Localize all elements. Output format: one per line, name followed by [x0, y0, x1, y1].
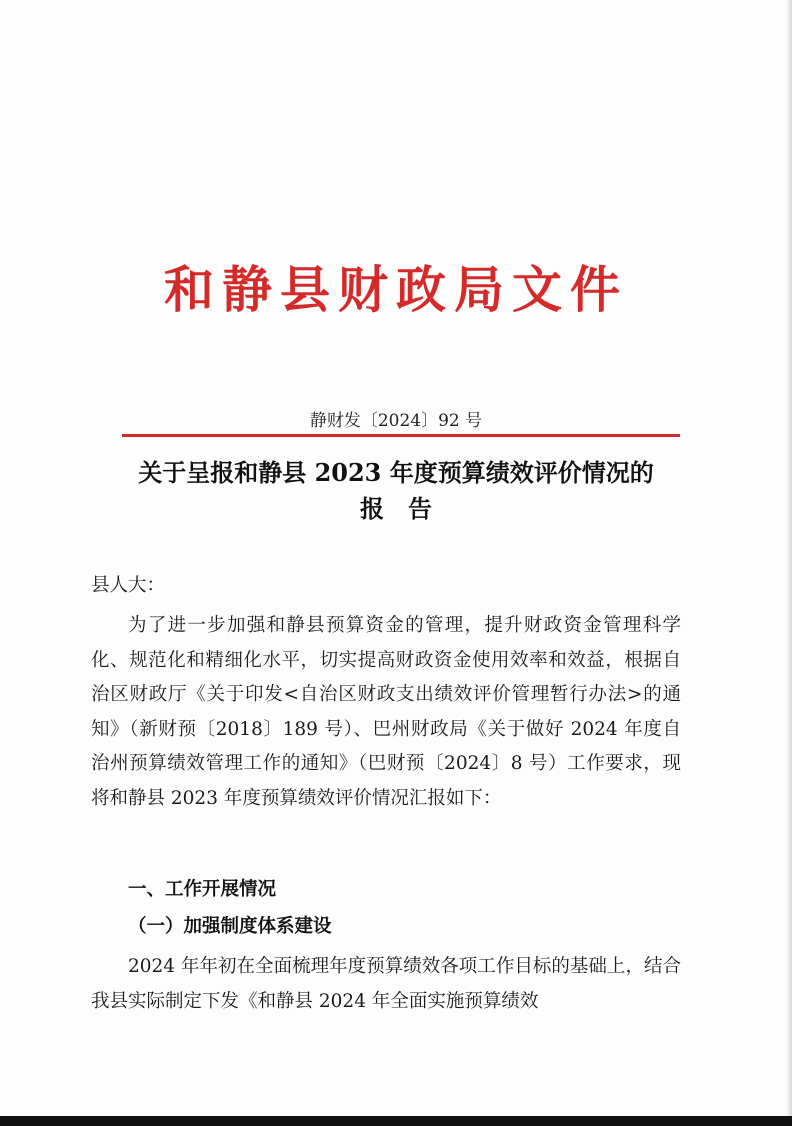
report-title [60, 455, 732, 527]
body-paragraph-2: 2024 年年初在全面梳理年度预算绩效各项工作目标的基础上，结合我县实际制定下发《和静县 2024 年全面实施预算绩效 [91, 956, 681, 1012]
report-title-line-2: 报 告 [360, 494, 432, 523]
section-heading-1: 一、工作开展情况 [128, 879, 277, 900]
body-paragraph-1: 为了进一步加强和静县预算资金的管理，提升财政资金管理科学化、规范化和精细化水平，切实提高财政资金使用效率和效益，根据自治区财政厅《关于印发<自治区财政支出绩效评价管理暂行办法>的通知》（新财预〔2018〕189 号）、巴州财政局《关于做好 2024 年度自治州预算绩效管理工作的通知》（巴财预〔2024〕8 号）工作要求，现将和静县 2023 年度预算绩效评价情况汇报如下： [91, 615, 681, 809]
subsection-heading-1: （一）加强制度体系建设 [128, 916, 332, 937]
red-divider-line [122, 434, 680, 437]
addressee: 县人大： [91, 575, 166, 596]
issuing-authority-title: 和静县财政局文件 [164, 261, 628, 319]
document-number: 静财发〔2024〕92 号 [309, 411, 483, 431]
scan-bottom-border [0, 1116, 792, 1126]
report-title-line-1: 关于呈报和静县 2023 年度预算绩效评价情况的 [138, 458, 654, 487]
scan-edge-shadow [786, 0, 792, 1126]
